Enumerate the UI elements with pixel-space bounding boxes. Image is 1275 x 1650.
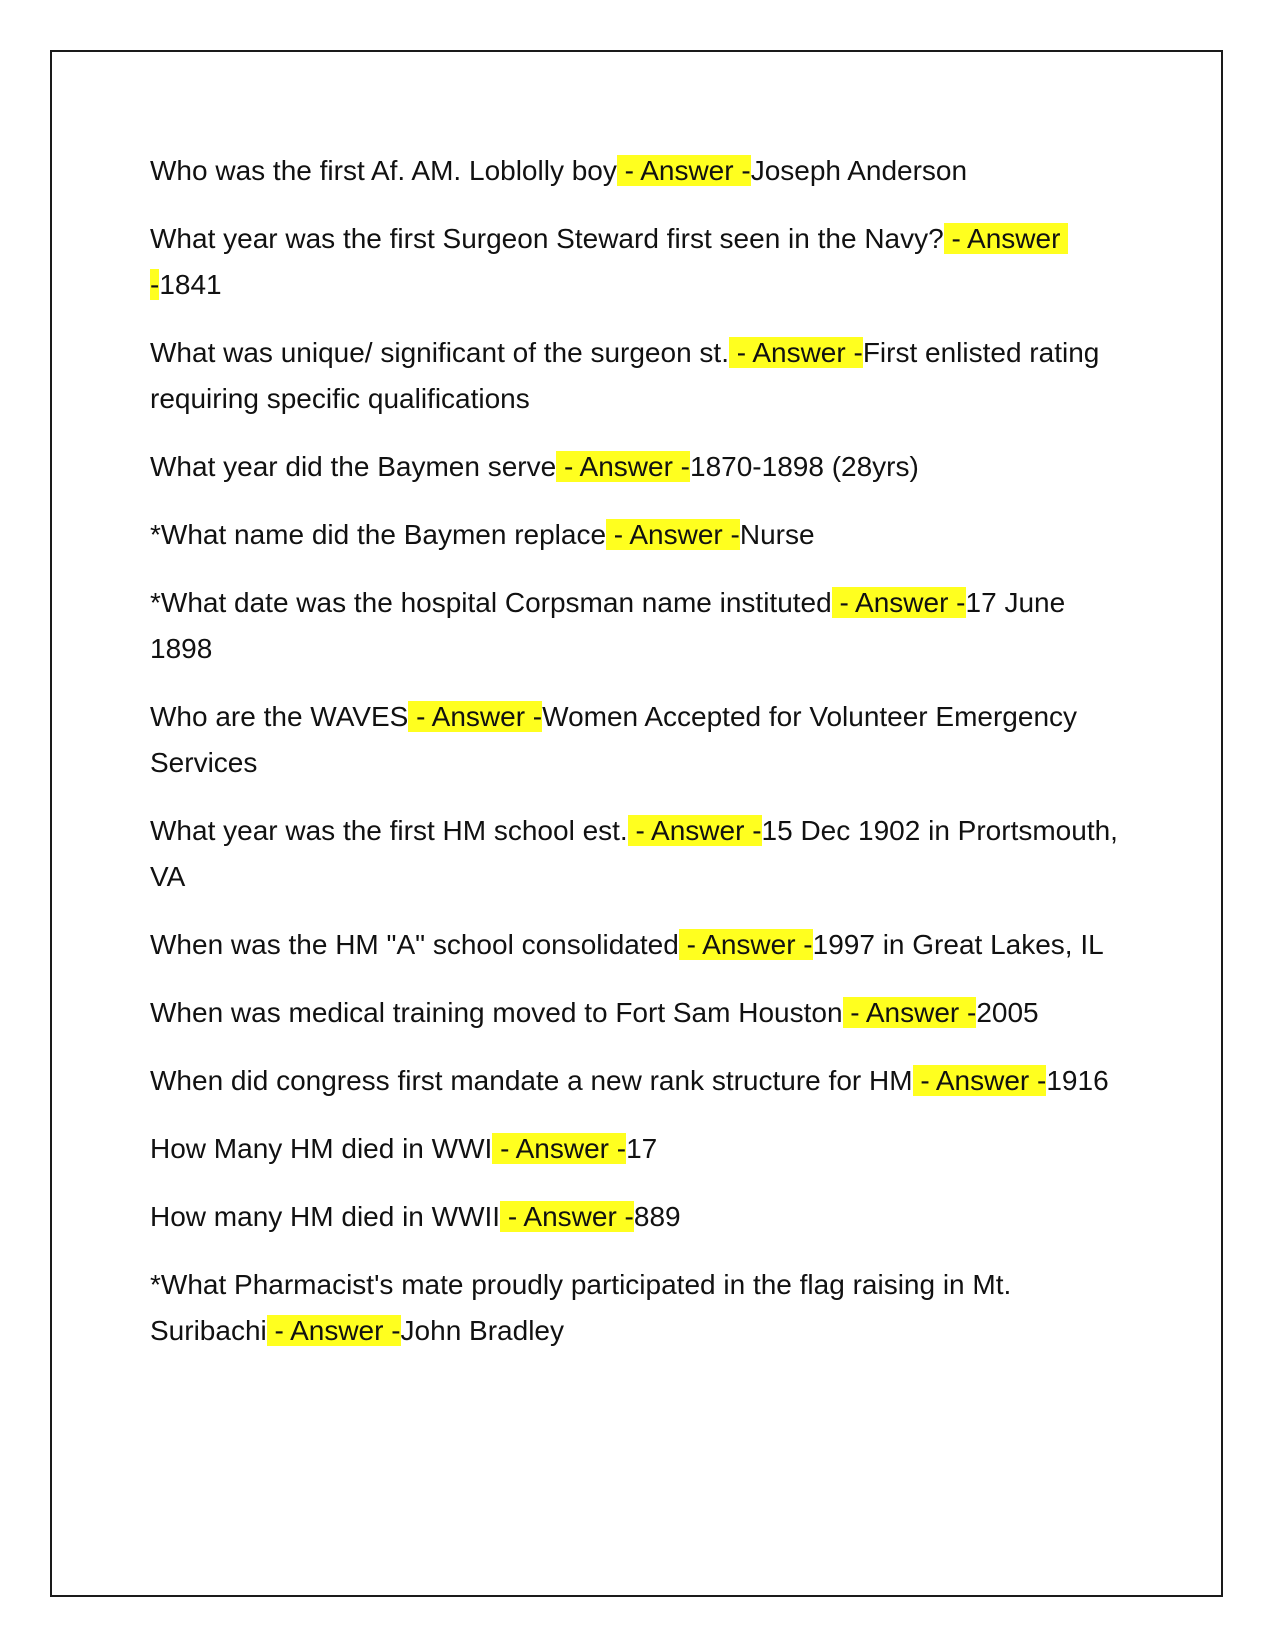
qa-item — [150, 922, 1130, 968]
qa-item — [150, 1194, 1130, 1240]
answer-marker: - Answer - — [266, 1315, 401, 1346]
answer-text: 1997 in Great Lakes, IL — [812, 929, 1104, 960]
qa-item — [150, 808, 1130, 900]
question-text: What year was the first HM school est. — [150, 815, 628, 846]
answer-text: First enlisted rating requiring specific qualifications — [150, 337, 1108, 414]
qa-item — [150, 444, 1130, 490]
answer-text: Joseph Anderson — [750, 155, 968, 186]
question-text: What was unique/ significant of the surgeon st. — [150, 337, 729, 368]
answer-marker: - Answer - — [500, 1201, 634, 1232]
answer-text: John Bradley — [400, 1315, 564, 1346]
answer-text: 889 — [633, 1201, 681, 1232]
question-text: How many HM died in WWII — [150, 1201, 501, 1232]
answer-text: 1916 — [1046, 1065, 1109, 1096]
question-text: *What Pharmacist's mate proudly participated in the flag raising in Mt. Suribachi — [150, 1269, 1020, 1346]
qa-item — [150, 990, 1130, 1036]
qa-item — [150, 694, 1130, 786]
answer-text: Nurse — [739, 519, 815, 550]
answer-marker: - Answer - — [831, 587, 966, 618]
answer-marker: - Answer - — [492, 1133, 627, 1164]
question-text: *What date was the hospital Corpsman name instituted — [150, 587, 832, 618]
answer-marker: - Answer - — [627, 815, 762, 846]
answer-text: 15 Dec 1902 in Prortsmouth, VA — [150, 815, 1126, 892]
answer-marker: - Answer - — [616, 155, 751, 186]
question-text: Who are the WAVES — [150, 701, 409, 732]
qa-item — [150, 512, 1130, 558]
answer-text: 2005 — [976, 997, 1039, 1028]
answer-marker: - Answer - — [556, 451, 691, 482]
answer-marker: - Answer - — [678, 929, 813, 960]
question-text: How Many HM died in WWI — [150, 1133, 493, 1164]
question-text: What year did the Baymen serve — [150, 451, 557, 482]
qa-item — [150, 580, 1130, 672]
question-text: Who was the first Af. AM. Loblolly boy — [150, 155, 617, 186]
qa-item — [150, 1058, 1130, 1104]
answer-text: Women Accepted for Volunteer Emergency Services — [150, 701, 1085, 778]
qa-item — [150, 330, 1130, 422]
answer-marker: - Answer - — [150, 223, 1069, 300]
question-text: *What name did the Baymen replace — [150, 519, 607, 550]
answer-marker: - Answer - — [606, 519, 740, 550]
question-text: When was the HM "A" school consolidated — [150, 929, 679, 960]
answer-text: 17 June 1898 — [150, 587, 1073, 664]
qa-item — [150, 1126, 1130, 1172]
qa-item — [150, 148, 1130, 194]
answer-text: 1841 — [159, 269, 222, 300]
answer-text: 1870-1898 (28yrs) — [690, 451, 919, 482]
qa-item — [150, 1262, 1130, 1354]
question-text: When was medical training moved to Fort Sam Houston — [150, 997, 843, 1028]
qa-list — [150, 148, 1130, 1376]
answer-text: 17 — [626, 1133, 658, 1164]
question-text: When did congress first mandate a new rank structure for HM — [150, 1065, 913, 1096]
answer-marker: - Answer - — [912, 1065, 1047, 1096]
answer-marker: - Answer - — [408, 701, 543, 732]
question-text: What year was the first Surgeon Steward first seen in the Navy? — [150, 223, 944, 254]
answer-marker: - Answer - — [729, 337, 863, 368]
qa-item — [150, 216, 1130, 308]
answer-marker: - Answer - — [842, 997, 977, 1028]
